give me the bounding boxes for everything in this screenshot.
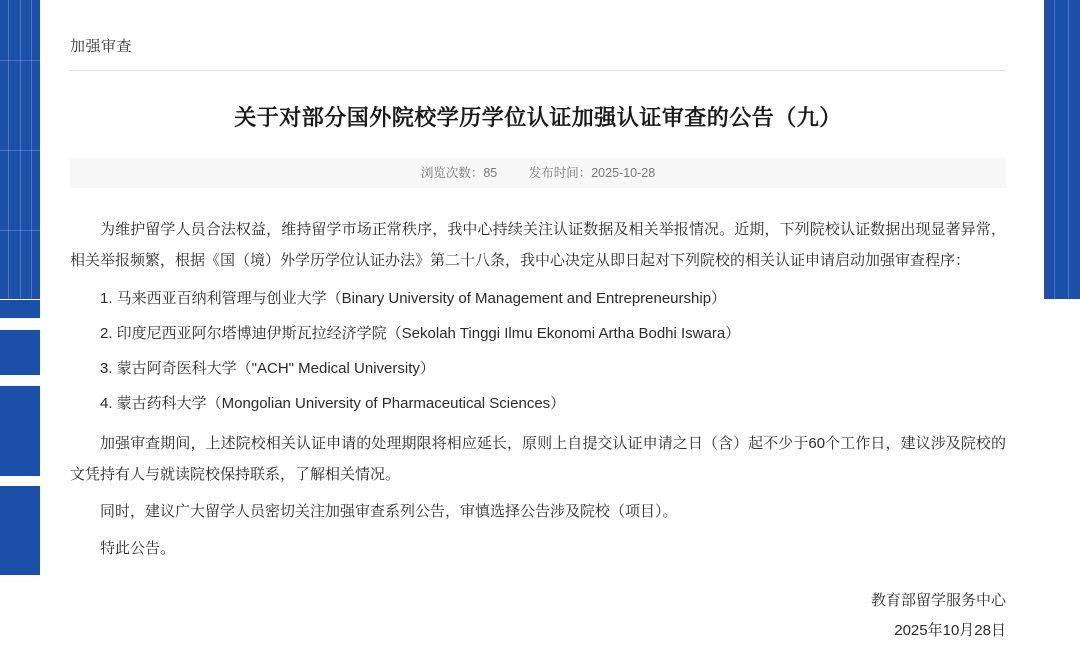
paragraph-review-period: 加强审查期间，上述院校相关认证申请的处理期限将相应延长，原则上自提交认证申请之日（含）起不少于60个工作日，建议涉及院校的文凭持有人与就读院校保持联系，了解相关情况。 <box>70 435 1006 483</box>
decoration-band <box>0 486 40 575</box>
decoration-line <box>0 230 40 231</box>
signature-date: 2025年10月28日 <box>894 622 1006 639</box>
institution-list <box>70 288 1006 415</box>
paragraph-advice: 同时，建议广大留学人员密切关注加强审查系列公告，审慎选择公告涉及院校（项目）。 <box>100 503 678 520</box>
article-body <box>70 214 1006 564</box>
page-title: 关于对部分国外院校学历学位认证加强认证审查的公告（九） <box>234 105 842 130</box>
decoration-line <box>0 60 40 61</box>
decoration-line <box>1068 0 1069 300</box>
decoration-line <box>1054 0 1055 300</box>
publish-date: 发布时间：2025-10-28 <box>528 166 656 180</box>
view-count: 浏览次数：85 <box>420 166 498 180</box>
left-decoration-panel <box>0 0 40 575</box>
meta-bar <box>70 158 1006 188</box>
decoration-line <box>0 150 40 151</box>
signature-organization: 教育部留学服务中心 <box>870 592 1006 609</box>
list-item: 3. 蒙古阿奇医科大学（"ACH" Medical University） <box>100 360 435 377</box>
list-item: 2. 印度尼西亚阿尔塔博迪伊斯瓦拉经济学院（Sekolah Tinggi Ilmu Ekonomi Artha Bodhi Iswara） <box>100 325 741 342</box>
header-divider <box>70 70 1006 71</box>
breadcrumb[interactable]: 加强审查 <box>70 38 133 55</box>
list-item: 1. 马来西亚百纳利管理与创业大学（Binary University of Management and Entrepreneurship） <box>100 290 727 307</box>
list-item: 4. 蒙古药科大学（Mongolian University of Pharmaceutical Sciences） <box>100 395 566 412</box>
paragraph-intro: 为维护留学人员合法权益，维持留学市场正常秩序，我中心持续关注认证数据及相关举报情况。近期，下列院校认证数据出现显著异常，相关举报频繁，根据《国（境）外学历学位认证办法》第二十八条，我中心决定从即日起对下列院校的相关认证申请启动加强审查程序： <box>70 221 1006 269</box>
decoration-band <box>0 386 40 476</box>
decoration-band <box>0 300 40 318</box>
document-content <box>70 0 1006 639</box>
paragraph-closing: 特此公告。 <box>100 540 176 557</box>
decoration-band <box>0 330 40 375</box>
right-decoration-panel <box>1044 0 1080 575</box>
signature-block <box>70 586 1008 646</box>
